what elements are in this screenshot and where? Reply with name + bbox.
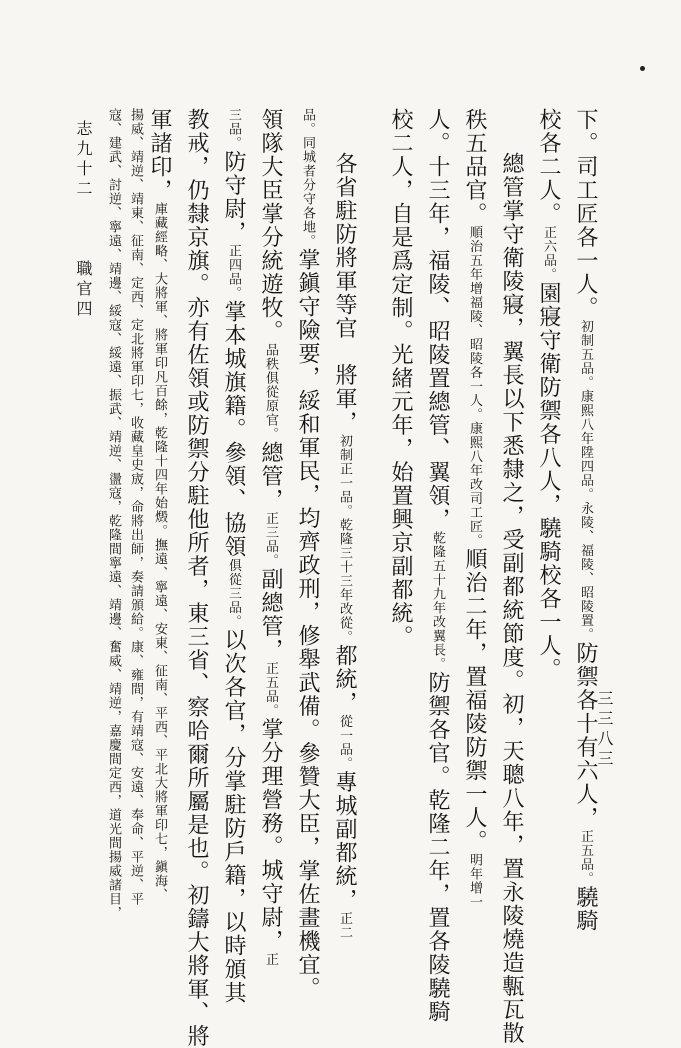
text-column bbox=[148, 108, 170, 950]
main-text: 副總管， bbox=[258, 567, 283, 662]
text-column bbox=[295, 108, 320, 1000]
annotation-text: 品秩俱從原官。 bbox=[263, 343, 278, 441]
annotation-text: 正五品。 bbox=[578, 829, 593, 886]
main-text: 人。十三年，福陵、昭陵置總管、翼領， bbox=[425, 108, 450, 531]
annotation-text: 庫藏經略、大將軍、將軍印凡百餘，乾隆十四年始燬。撫遠、寧遠、安東、征南、平西、平北大將軍印七，鎭海、 bbox=[152, 202, 167, 902]
text-column bbox=[124, 108, 146, 950]
annotation-text: 初制正一品。乾隆三十三年改從。 bbox=[337, 434, 352, 644]
annotation-text: 正四品。 bbox=[226, 244, 241, 300]
annotation-text: 正 bbox=[263, 952, 278, 967]
main-text: 掌鎭守險要，綏和軍民，均齊政刑，修舉武備。參贊大臣，掌佐畫機宜。 bbox=[295, 248, 320, 1000]
annotation-text: 俱從三品。 bbox=[226, 558, 241, 629]
main-text: 校各二人。 bbox=[536, 108, 561, 226]
annotation-text: 正三品。 bbox=[263, 511, 278, 568]
main-text: 園寢守衛防禦各八人，驍騎校各一人。 bbox=[536, 281, 561, 681]
main-text: 專城副都統， bbox=[332, 770, 357, 912]
main-text: 下。司工匠各一人。 bbox=[573, 108, 598, 320]
annotation-text: 品。同城者分守各地。 bbox=[300, 108, 315, 248]
text-column bbox=[221, 108, 246, 1005]
main-text: 掌分理營務。城守尉， bbox=[258, 717, 283, 953]
annotation-text: 正五品。 bbox=[263, 661, 278, 718]
main-text: 校二人，自是爲定制。光緒元年，始置興京副都統。 bbox=[388, 108, 413, 649]
main-text: 教戒，仍隸京旗。亦有佐領或防禦分駐他所者，東三省、察哈爾所屬是也。初鑄大將軍、將 bbox=[184, 108, 209, 1048]
text-body bbox=[100, 108, 612, 1048]
main-text: 領隊大臣掌分統遊牧。 bbox=[258, 108, 283, 343]
annotation-text: 順治五年增福陵、昭陵各一人。康熙八年改司工匠。 bbox=[467, 225, 482, 548]
main-text: 掌本城旗籍。參領、協領 bbox=[221, 300, 246, 559]
text-column bbox=[389, 108, 411, 950]
annotation-text: 正六品。 bbox=[541, 225, 556, 282]
text-column bbox=[425, 108, 450, 1024]
ink-dot bbox=[640, 66, 645, 71]
text-column bbox=[463, 108, 485, 950]
annotation-text: 揚威、靖逆、靖東、征南、定西、定北將軍印七，收藏皇史宬，命將出師，奏請頒給。康、雍間，有靖寇、安遠、奉命、平逆、平 bbox=[128, 108, 143, 906]
main-text: 防禦各官。乾隆二年，置各陵驍騎 bbox=[425, 671, 450, 1024]
annotation-text: 從一品。 bbox=[337, 714, 352, 771]
annotation-text: 正二 bbox=[337, 911, 352, 940]
text-column bbox=[537, 108, 559, 950]
annotation-text: 明年增一 bbox=[467, 853, 482, 909]
main-text: 防守尉， bbox=[221, 150, 246, 244]
main-text: 驍騎 bbox=[573, 885, 598, 933]
main-text: 防禦各十有六人， bbox=[573, 641, 598, 830]
main-text: 軍諸印， bbox=[147, 108, 172, 202]
running-title bbox=[72, 120, 95, 320]
main-text: 總管掌守衛陵寢，翼長以下悉隸之，受副都統節度。初，天聰八年，置永陵燒造甎瓦散 bbox=[499, 152, 524, 1045]
main-text: 都統， bbox=[332, 644, 357, 715]
main-text: 秩五品官。 bbox=[462, 108, 487, 226]
running-title-chapter: 職官四 bbox=[74, 260, 93, 320]
main-text: 順治二年，置福陵防禦一人。 bbox=[462, 547, 487, 853]
section-heading-column bbox=[333, 108, 355, 950]
annotation-text: 寇、建武、討逆、寧遠、靖邊、綏寇、綏遠、振武、靖逆、盪寇，乾隆間寧遠、靖邊、奮威、靖逆，嘉慶間定西，道光間揚威諸目， bbox=[106, 108, 121, 920]
main-text: 總管， bbox=[258, 441, 283, 512]
text-column bbox=[102, 108, 124, 950]
running-title-section: 志九十二 bbox=[74, 120, 93, 200]
text-column bbox=[258, 108, 283, 967]
annotation-text: 三品。 bbox=[226, 108, 241, 150]
text-column bbox=[499, 108, 524, 1045]
annotation-text: 初制五品。康熙八年陞四品。永陵、福陵、昭陵置。 bbox=[578, 319, 593, 642]
page-number: 三三八三 bbox=[595, 690, 614, 770]
text-column bbox=[574, 108, 596, 950]
section-heading: 各省駐防將軍等官 將軍， bbox=[332, 152, 357, 434]
annotation-text: 乾隆五十九年改翼長。 bbox=[430, 531, 445, 671]
main-text: 以次各官，分掌駐防戶籍，以時頒其 bbox=[221, 628, 246, 1005]
text-column bbox=[184, 108, 209, 1048]
